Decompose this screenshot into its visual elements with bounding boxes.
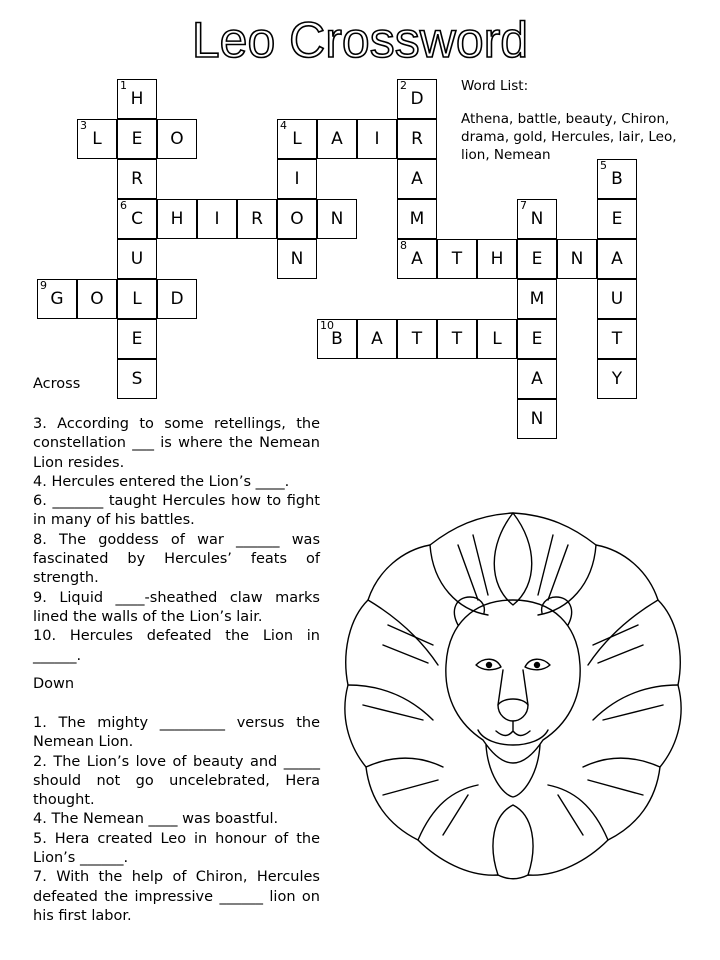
grid-letter: R: [131, 169, 143, 189]
grid-letter: B: [611, 169, 623, 189]
grid-cell: [277, 119, 317, 159]
grid-cell: [597, 239, 637, 279]
grid-letter: I: [374, 129, 380, 149]
grid-cell: [117, 279, 157, 319]
lion-mandala-illustration: [338, 505, 688, 885]
grid-letter: E: [611, 209, 623, 229]
grid-letter: R: [251, 209, 263, 229]
down-clue: 7. With the help of Chiron, Hercules defeated the impressive ______ lion on his first labor.: [33, 869, 320, 924]
grid-cell: [397, 159, 437, 199]
grid-letter: T: [451, 249, 463, 269]
down-clue: 2. The Lion’s love of beauty and _____ should not go uncelebrated, Hera thought.: [33, 753, 320, 809]
grid-letter: L: [292, 129, 302, 149]
clue-number: 5: [600, 159, 607, 172]
grid-letter: D: [410, 89, 424, 109]
grid-letter: T: [411, 329, 423, 349]
grid-cell: [277, 199, 317, 239]
grid-letter: U: [610, 289, 624, 309]
grid-letter: H: [170, 209, 184, 229]
grid-letter: C: [131, 209, 143, 229]
grid-cell: [277, 239, 317, 279]
grid-letter: E: [131, 129, 143, 149]
across-clue: 6. _______ taught Hercules how to fight in many of his battles.: [33, 493, 320, 529]
grid-letter: I: [214, 209, 220, 229]
grid-cell: [517, 199, 557, 239]
grid-letter: U: [130, 249, 144, 269]
grid-letter: D: [170, 289, 184, 309]
grid-letter: N: [530, 209, 544, 229]
grid-letter: N: [570, 249, 584, 269]
grid-letter: R: [411, 129, 423, 149]
grid-cell: [437, 239, 477, 279]
grid-cell: [597, 159, 637, 199]
grid-letter: B: [331, 329, 343, 349]
clue-number: 6: [120, 199, 127, 212]
down-clues: [33, 714, 320, 926]
grid-letter: N: [330, 209, 344, 229]
grid-letter: G: [50, 289, 64, 309]
down-clue: 5. Hera created Leo in honour of the Lion’s ______.: [33, 830, 320, 867]
grid-cell: [117, 79, 157, 119]
grid-cell: [157, 279, 197, 319]
grid-cell: [77, 119, 117, 159]
across-clue: 3. According to some retellings, the constellation ___ is where the Nemean Lion resides.: [33, 416, 320, 471]
grid-cell: [517, 399, 557, 439]
grid-cell: [357, 119, 397, 159]
grid-letter: A: [331, 129, 343, 149]
grid-letter: E: [531, 329, 543, 349]
grid-cell: [437, 319, 477, 359]
down-clue: 4. The Nemean ____ was boastful.: [33, 811, 279, 828]
across-clue: 4. Hercules entered the Lion’s ____.: [33, 473, 290, 490]
grid-letter: H: [130, 89, 144, 109]
grid-letter: S: [131, 369, 143, 389]
clue-number: 1: [120, 79, 127, 92]
grid-cell: [357, 319, 397, 359]
grid-letter: T: [611, 329, 623, 349]
grid-cell: [597, 279, 637, 319]
grid-cell: [157, 199, 197, 239]
grid-letter: A: [411, 249, 423, 269]
across-heading: Across: [33, 376, 81, 392]
clue-number: 2: [400, 79, 407, 92]
grid-cell: [117, 199, 157, 239]
grid-cell: [557, 239, 597, 279]
grid-letter: N: [530, 409, 544, 429]
clue-number: 7: [520, 199, 527, 212]
clue-number: 8: [400, 239, 407, 252]
grid-cell: [517, 359, 557, 399]
grid-letter: L: [492, 329, 502, 349]
grid-letter: A: [411, 169, 423, 189]
grid-letter: H: [490, 249, 504, 269]
grid-letter: A: [371, 329, 383, 349]
grid-cell: [117, 119, 157, 159]
grid-letter: O: [90, 289, 104, 309]
grid-letter: O: [170, 129, 184, 149]
grid-cell: [157, 119, 197, 159]
page-title-text: Leo Crossword: [191, 12, 529, 68]
grid-letter: T: [451, 329, 463, 349]
grid-cell: [117, 319, 157, 359]
word-list-heading: Word List:: [461, 78, 529, 94]
grid-cell: [397, 319, 437, 359]
grid-cell: [397, 119, 437, 159]
down-clue: 1. The mighty _________ versus the Nemean Lion.: [33, 715, 320, 751]
grid-letter: E: [531, 249, 543, 269]
grid-cell: [277, 159, 317, 199]
grid-letter: I: [294, 169, 300, 189]
grid-cell: [397, 199, 437, 239]
grid-letter: L: [132, 289, 142, 309]
across-clue: 9. Liquid ____-sheathed claw marks lined the walls of the Lion’s lair.: [33, 589, 320, 625]
grid-cell: [117, 239, 157, 279]
grid-letter: M: [409, 209, 425, 229]
grid-cell: [597, 199, 637, 239]
word-list: Athena, battle, beauty, Chiron, drama, gold, Hercules, lair, Leo, lion, Nemean: [461, 111, 677, 163]
grid-cell: [597, 319, 637, 359]
clue-number: 3: [80, 119, 87, 132]
grid-cell: [397, 239, 437, 279]
crossword-grid: [0, 0, 720, 460]
grid-cell: [597, 359, 637, 399]
grid-letter: E: [131, 329, 143, 349]
grid-cell: [317, 119, 357, 159]
grid-cell: [117, 159, 157, 199]
grid-cell: [477, 319, 517, 359]
across-clue: 10. Hercules defeated the Lion in ______.: [33, 628, 320, 664]
clue-number: 10: [320, 319, 334, 332]
down-heading: Down: [33, 676, 75, 692]
grid-cell: [517, 279, 557, 319]
grid-cell: [117, 359, 157, 399]
grid-cell: [517, 239, 557, 279]
grid-letter: Y: [611, 369, 623, 389]
across-clues: [33, 415, 320, 666]
across-clue: 8. The goddess of war ______ was fascinated by Hercules’ feats of strength.: [33, 531, 320, 587]
grid-cell: [477, 239, 517, 279]
grid-cell: [77, 279, 117, 319]
clue-number: 4: [280, 119, 287, 132]
grid-cell: [197, 199, 237, 239]
grid-letter: L: [92, 129, 102, 149]
grid-letter: N: [290, 249, 304, 269]
grid-cell: [397, 79, 437, 119]
grid-cell: [37, 279, 77, 319]
grid-letter: A: [611, 249, 623, 269]
grid-cell: [517, 319, 557, 359]
grid-letter: O: [290, 209, 304, 229]
grid-letter: M: [529, 289, 545, 309]
grid-cell: [237, 199, 277, 239]
clue-number: 9: [40, 279, 47, 292]
grid-cell: [317, 199, 357, 239]
grid-cell: [317, 319, 357, 359]
grid-letter: A: [531, 369, 543, 389]
